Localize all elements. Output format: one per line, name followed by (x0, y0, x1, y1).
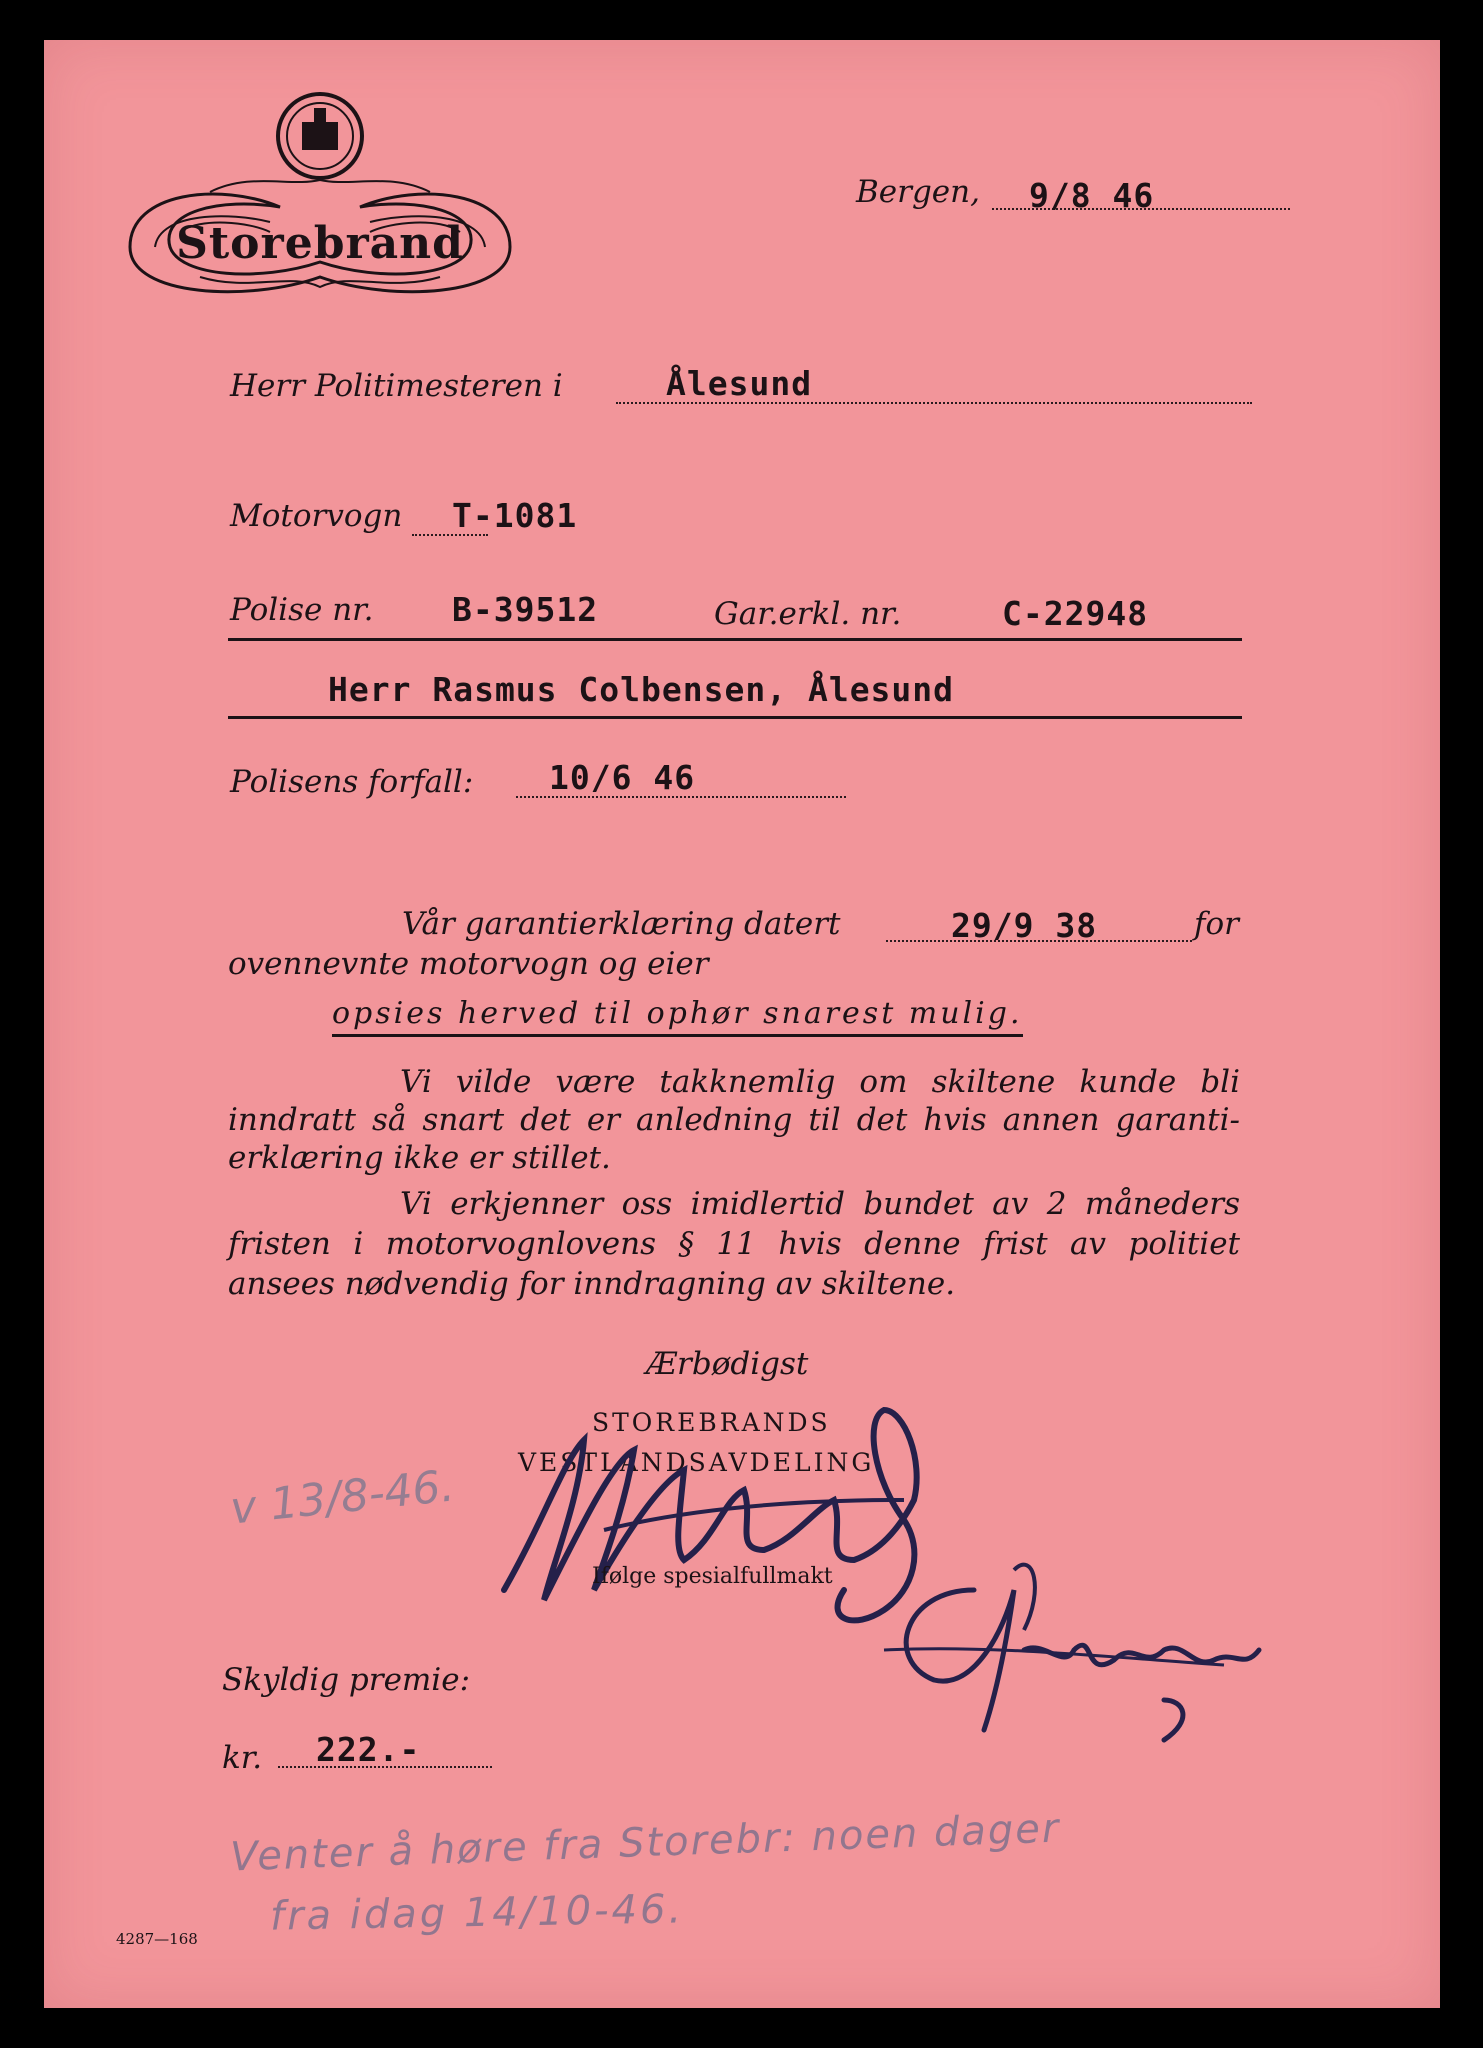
body-p2-line2: inndratt så snart det er anledning til det hvis annen garanti- (228, 1102, 1240, 1138)
vehicle-value: T-1081 (452, 496, 578, 535)
policy-underline (228, 638, 1242, 641)
handwritten-note-line1: Venter å høre fra Storebr: noen dager (229, 1805, 1062, 1881)
storebrand-logo (110, 72, 530, 302)
premium-amount: 222.- (316, 1730, 421, 1769)
authority-line: Ifølge spesialfullmakt (592, 1564, 833, 1589)
policy-label: Polise nr. (230, 592, 374, 628)
body-p3-line3: ansees nødvendig for inndragning av skiltene. (228, 1266, 956, 1302)
due-value: 10/6 46 (549, 758, 696, 797)
policy-value: B-39512 (452, 590, 599, 629)
premium-label: Skyldig premie: (222, 1662, 471, 1698)
due-label: Polisens forfall: (230, 764, 474, 800)
form-number: 4287—168 (116, 1930, 198, 1948)
guarantee-value: C-22948 (1002, 594, 1149, 633)
body-line1-end: for (1194, 906, 1239, 942)
policy-holder: Herr Rasmus Colbensen, Ålesund (328, 670, 955, 709)
handwritten-note-line2: fra idag 14/10-46. (269, 1886, 685, 1940)
termination-notice: opsies herved til ophør snarest mulig. (332, 996, 1023, 1037)
org-name-line1: STOREBRANDS (592, 1408, 831, 1437)
guarantee-date: 29/9 38 (951, 906, 1098, 945)
org-name-line2: VESTLANDSAVDELING (518, 1448, 875, 1477)
holder-underline (228, 716, 1242, 719)
body-line2: ovennevnte motorvogn og eier (228, 946, 709, 982)
logo-wordmark: Storebrand (176, 218, 464, 269)
place-label: Bergen, (856, 174, 980, 210)
letter-date: 9/8 46 (1029, 176, 1155, 215)
guarantee-label: Gar.erkl. nr. (714, 596, 902, 632)
document-page (44, 40, 1440, 2008)
signature-2 (864, 1530, 1284, 1760)
vehicle-label: Motorvogn (230, 498, 403, 534)
closing-salutation: Ærbødigst (646, 1346, 809, 1382)
recipient-label: Herr Politimesteren i (230, 368, 563, 404)
body-p3-line2: fristen i motorvognlovens § 11 hvis denne frist av politiet (228, 1226, 1240, 1262)
handwritten-received-note: v 13/8-46. (227, 1460, 457, 1535)
body-p2-line1: Vi vilde være takknemlig om skiltene kunde bli (400, 1064, 1240, 1100)
premium-currency: kr. (222, 1740, 263, 1776)
body-p2-line3: erklæring ikke er stillet. (228, 1140, 611, 1176)
body-line1-start: Vår garantierklæring datert (402, 906, 841, 942)
body-p3-line1: Vi erkjenner oss imidlertid bundet av 2 måneders (400, 1186, 1240, 1222)
recipient-value: Ålesund (666, 364, 813, 403)
